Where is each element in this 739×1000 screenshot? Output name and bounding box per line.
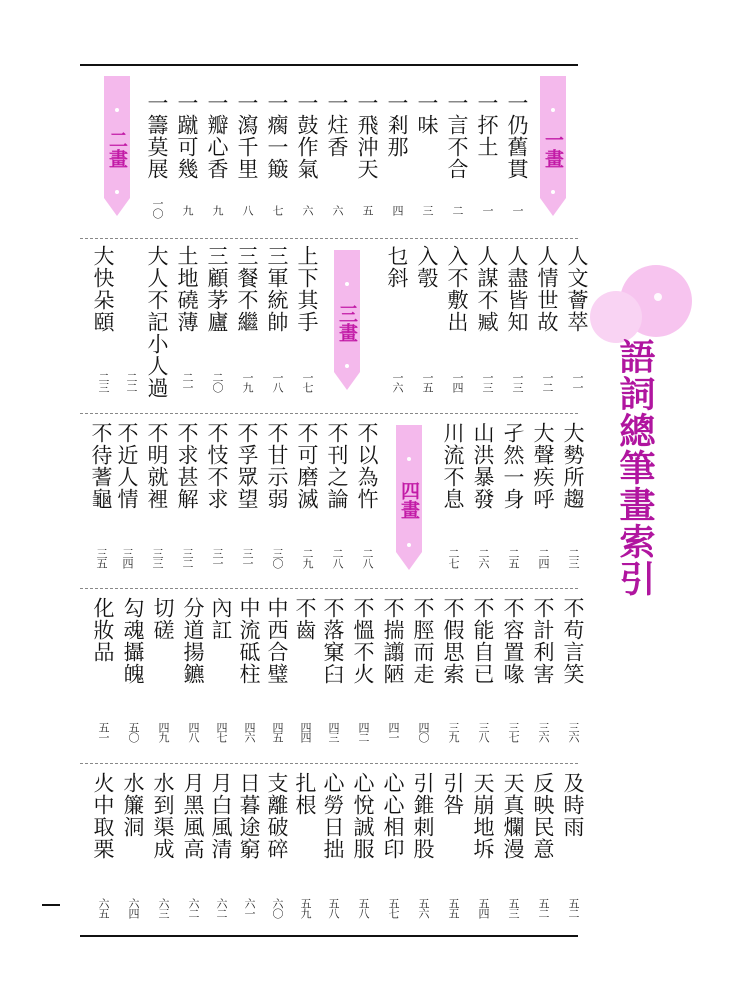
index-entry: 一瓣心香 (205, 92, 229, 180)
section-tag-4 (396, 425, 422, 570)
row-divider (80, 413, 578, 414)
page-number: 二四 (537, 548, 550, 568)
index-entry: 一籌莫展 (145, 92, 169, 180)
index-entry: 月黑風高 (181, 772, 205, 860)
index-entry: 不孚眾望 (235, 422, 259, 510)
index-entry: 一瘸一簸 (265, 92, 289, 180)
section-label: 四畫 (398, 481, 420, 519)
index-entry: 不齒 (293, 597, 317, 641)
page-number: 四六 (243, 722, 256, 742)
page-number: 一六 (391, 372, 404, 392)
page-number: 五三 (507, 898, 520, 918)
page-number: 五〇 (127, 722, 140, 742)
index-entry: 不待蓍龜 (89, 422, 113, 510)
index-entry: 不揣譾陋 (381, 597, 405, 685)
folio-mark (42, 904, 60, 906)
page-number: 五二 (537, 898, 550, 918)
page-number: 三六 (567, 722, 580, 742)
page-number: 五六 (417, 898, 430, 918)
index-entry: 天崩地坼 (471, 772, 495, 860)
index-entry: 火中取栗 (91, 772, 115, 860)
page-number: 五八 (357, 898, 370, 918)
index-entry: 山洪暴發 (471, 422, 495, 510)
index-entry: 大聲疾呼 (531, 422, 555, 510)
section-label: 一畫 (542, 130, 564, 168)
index-entry: 不刊之論 (325, 422, 349, 510)
index-entry: 人謀不臧 (475, 245, 499, 333)
page-number: 一二 (541, 372, 554, 392)
page-number: 三二 (181, 548, 194, 568)
index-entry: 日暮途窮 (237, 772, 261, 860)
index-entry: 反映民意 (531, 772, 555, 860)
index-entry: 內訌 (209, 597, 233, 641)
index-entry: 不落窠臼 (321, 597, 345, 685)
index-entry: 大人不記小人過 (145, 245, 169, 399)
page-number: 三三 (151, 548, 164, 568)
page-number: 二 (451, 205, 464, 215)
page-number: 六三 (157, 898, 170, 918)
page-number: 四一 (387, 722, 400, 742)
page-number: 三四 (121, 548, 134, 568)
index-entry: 分道揚鑣 (181, 597, 205, 685)
page-number: 三一 (211, 548, 224, 568)
page-number: 二七 (447, 548, 460, 568)
page-number: 二〇 (211, 372, 224, 392)
page-number: 一三 (481, 372, 494, 392)
page-number: 四五 (271, 722, 284, 742)
index-entry: 不忮不求 (205, 422, 229, 510)
section-label: 二畫 (106, 130, 128, 168)
index-entry: 孑然一身 (501, 422, 525, 510)
page-number: 三九 (447, 722, 460, 742)
page-number: 二六 (477, 548, 490, 568)
section-tag-1 (540, 76, 566, 216)
index-entry: 一瀉千里 (235, 92, 259, 180)
page-number: 二九 (301, 548, 314, 568)
index-entry: 乜斜 (385, 245, 409, 289)
index-entry: 化妝品 (91, 597, 115, 663)
page-number: 六 (331, 205, 344, 215)
page-number: 四七 (215, 722, 228, 742)
index-entry: 支離破碎 (265, 772, 289, 860)
index-entry: 不近人情 (115, 422, 139, 510)
page-number: 一九 (241, 372, 254, 392)
page-number: 四八 (187, 722, 200, 742)
page-number: 一 (481, 205, 494, 215)
index-entry: 不甘示弱 (265, 422, 289, 510)
page-number: 六二 (187, 898, 200, 918)
index-entry: 引錐刺股 (411, 772, 435, 860)
page-number: 四 (391, 205, 404, 215)
page-number: 二三 (97, 372, 110, 392)
page-number: 二八 (331, 548, 344, 568)
page-number: 三七 (507, 722, 520, 742)
index-entry: 不以為忤 (355, 422, 379, 510)
page-number: 一八 (271, 372, 284, 392)
bottom-rule (80, 935, 578, 937)
page-number: 二一 (181, 372, 194, 392)
page-number: 二三 (567, 548, 580, 568)
page-number: 一七 (301, 372, 314, 392)
index-entry: 勾魂攝魄 (121, 597, 145, 685)
page-number: 三一 (241, 548, 254, 568)
section-tag-3 (334, 250, 360, 390)
index-entry: 不假思索 (441, 597, 465, 685)
page-number: 九 (211, 205, 224, 215)
page-number: 四九 (157, 722, 170, 742)
section-label: 三畫 (336, 304, 358, 342)
index-entry: 中西合璧 (265, 597, 289, 685)
index-entry: 不計利害 (531, 597, 555, 685)
index-entry: 心勞日拙 (321, 772, 345, 860)
index-entry: 不可磨滅 (295, 422, 319, 510)
index-entry: 三顧茅廬 (205, 245, 229, 333)
page-number: 六四 (127, 898, 140, 918)
page-number: 一 (511, 205, 524, 215)
row-divider (80, 588, 578, 589)
page-number: 五七 (387, 898, 400, 918)
page-number: 五一 (97, 722, 110, 742)
page-number: 二二 (125, 372, 138, 392)
index-entry: 人文薈萃 (565, 245, 589, 333)
index-entry: 不慍不火 (351, 597, 375, 685)
index-entry: 一味 (415, 92, 439, 136)
page-number: 四三 (327, 722, 340, 742)
index-entry: 川流不息 (441, 422, 465, 510)
page-number: 四二 (357, 722, 370, 742)
page-number: 一〇 (151, 198, 164, 218)
index-entry: 大快朵頤 (91, 245, 115, 333)
page-number: 五四 (477, 898, 490, 918)
page-number: 四〇 (417, 722, 430, 742)
page-number: 六一 (243, 898, 256, 918)
index-entry: 心心相印 (381, 772, 405, 860)
page-number: 九 (181, 205, 194, 215)
index-entry: 不能自已 (471, 597, 495, 685)
index-entry: 三軍統帥 (265, 245, 289, 333)
index-entry: 一仍舊貫 (505, 92, 529, 180)
index-entry: 月白風清 (209, 772, 233, 860)
index-entry: 一剎那 (385, 92, 409, 158)
page-number: 五五 (447, 898, 460, 918)
index-entry: 一鼓作氣 (295, 92, 319, 180)
index-entry: 上下其手 (295, 245, 319, 333)
page-number: 六〇 (271, 898, 284, 918)
index-entry: 不容置喙 (501, 597, 525, 685)
page-number: 五二 (567, 898, 580, 918)
index-entry: 入彀 (415, 245, 439, 289)
page-title: 語詞總筆畫索引 (614, 338, 655, 597)
top-rule (80, 64, 578, 66)
index-entry: 不脛而走 (411, 597, 435, 685)
index-entry: 扎根 (293, 772, 317, 816)
page-number: 六五 (97, 898, 110, 918)
index-entry: 及時雨 (561, 772, 585, 838)
page-number: 三五 (95, 548, 108, 568)
index-entry: 不明就裡 (145, 422, 169, 510)
index-entry: 大勢所趨 (561, 422, 585, 510)
index-entry: 切磋 (151, 597, 175, 641)
page-number: 三 (421, 205, 434, 215)
index-entry: 一蹴可幾 (175, 92, 199, 180)
page-number: 一三 (511, 372, 524, 392)
index-entry: 水簾洞 (121, 772, 145, 838)
page-number: 五九 (299, 898, 312, 918)
page-number: 七 (271, 205, 284, 215)
page-number: 一四 (451, 372, 464, 392)
row-divider (80, 238, 578, 239)
page-number: 二八 (361, 548, 374, 568)
index-entry: 引咎 (441, 772, 465, 816)
index-entry: 人情世故 (535, 245, 559, 333)
page-number: 五八 (327, 898, 340, 918)
index-entry: 人盡皆知 (505, 245, 529, 333)
index-entry: 一炷香 (325, 92, 349, 158)
page-number: 六二 (215, 898, 228, 918)
index-entry: 土地磽薄 (175, 245, 199, 333)
page-number: 一五 (421, 372, 434, 392)
index-entry: 一飛沖天 (355, 92, 379, 180)
page-number: 八 (241, 205, 254, 215)
index-entry: 天真爛漫 (501, 772, 525, 860)
page-number: 四四 (299, 722, 312, 742)
index-entry: 不求甚解 (175, 422, 199, 510)
section-tag-2 (104, 76, 130, 216)
page-number: 六 (301, 205, 314, 215)
row-divider (80, 763, 578, 764)
page-number: 五 (361, 205, 374, 215)
index-entry: 中流砥柱 (237, 597, 261, 685)
index-entry: 入不敷出 (445, 245, 469, 333)
index-entry: 三餐不繼 (235, 245, 259, 333)
page-number: 三六 (537, 722, 550, 742)
index-entry: 水到渠成 (151, 772, 175, 860)
index-entry: 一言不合 (445, 92, 469, 180)
page-number: 二五 (507, 548, 520, 568)
page-number: 三八 (477, 722, 490, 742)
page-number: 一一 (571, 372, 584, 392)
page-number: 三〇 (271, 548, 284, 568)
index-entry: 一抔土 (475, 92, 499, 158)
index-entry: 不苟言笑 (561, 597, 585, 685)
index-entry: 心悅誠服 (351, 772, 375, 860)
